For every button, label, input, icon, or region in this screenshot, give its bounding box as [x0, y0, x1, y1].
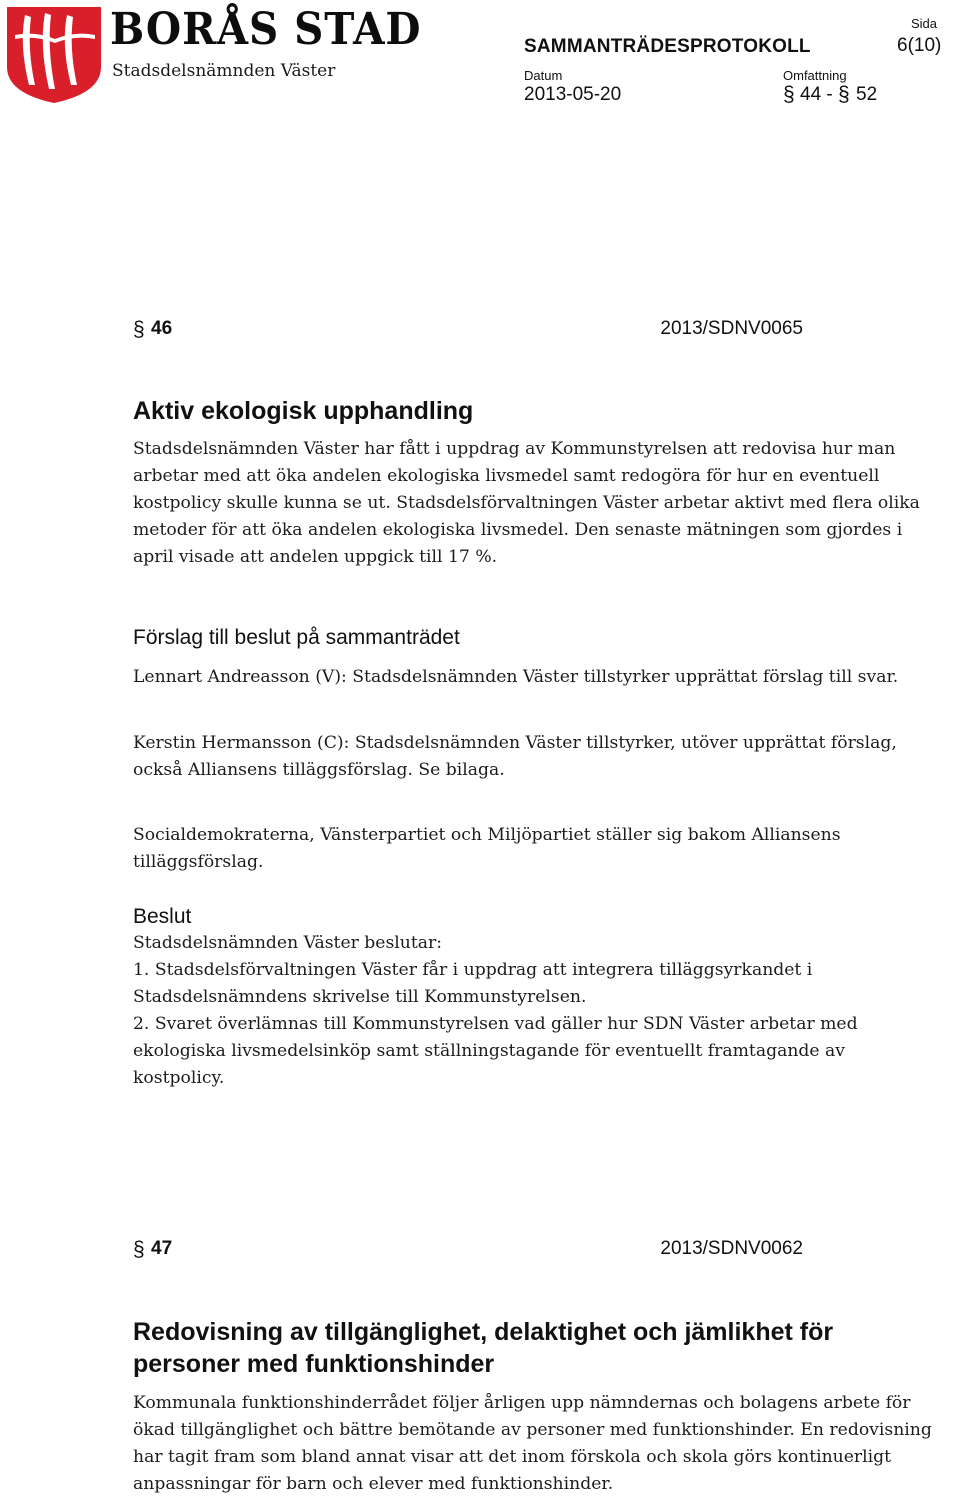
section-number: 47	[151, 1238, 173, 1259]
section-number: 46	[151, 318, 173, 339]
date-value: 2013-05-20	[524, 84, 622, 105]
section-47-header	[133, 1238, 803, 1262]
section-47-title: Redovisning av tillgänglighet, delaktighet och jämlikhet för personer med funktionshinder	[133, 1318, 834, 1378]
page-number: 6(10)	[897, 35, 942, 56]
section-46-header	[133, 318, 803, 342]
section-mark: §	[133, 1238, 145, 1261]
page-label: Sida	[911, 16, 938, 31]
decision-item-2: 2. Svaret överlämnas till Kommunstyrelsen vad gäller hur SDN Väster arbetar med ekologiska livsmedelsinköp samt ställningstagande för eventuellt framtagande av kostpolicy.	[133, 1014, 858, 1088]
document-type: SAMMANTRÄDESPROTOKOLL	[524, 36, 811, 57]
scope-section-mark-end: §	[838, 83, 850, 106]
scope-range-start: 44 -	[800, 84, 833, 105]
proposal-heading: Förslag till beslut på sammanträdet	[133, 626, 460, 649]
proposal-2: Kerstin Hermansson (C): Stadsdelsnämnden Väster tillstyrker, utöver upprättat förslag, också Alliansens tilläggsförslag. Se bilaga.	[133, 733, 897, 780]
section-46-intro: Stadsdelsnämnden Väster har fått i uppdrag av Kommunstyrelsen att redovisa hur man arbetar med att öka andelen ekologiska livsmedel samt redogöra för hur en eventuell kostpolicy skulle kunna se ut. Stadsdelsförvaltningen Väster arbetar aktivt med flera olika metoder för att öka andelen ekologiska livsmedel. Den senaste mätningen som gjordes i april visade att andelen uppgick till 17 %.	[133, 439, 920, 567]
date-label: Datum	[524, 68, 563, 83]
brand-subtitle: Stadsdelsnämnden Väster	[112, 61, 336, 81]
section-mark: §	[133, 318, 145, 341]
scope-range-end: 52	[856, 84, 878, 105]
case-number: 2013/SDNV0062	[660, 1238, 803, 1259]
brand-name: BORÅS STAD	[110, 4, 422, 55]
section-47-intro: Kommunala funktionshinderrådet följer årligen upp nämndernas och bolagens arbete för ökad tillgänglighet och bättre bemötande av personer med funktionshinder. En redovisning har tagit fram som bland annat visar att det inom förskola och skola görs kontinuerligt anpassningar för barn och elever med funktionshinder.	[133, 1393, 932, 1494]
scope-label: Omfattning	[783, 68, 847, 83]
boras-coat-of-arms-logo	[5, 5, 103, 105]
proposal-1: Lennart Andreasson (V): Stadsdelsnämnden Väster tillstyrker upprättat förslag till svar.	[133, 667, 899, 687]
decision-heading: Beslut	[133, 905, 192, 928]
decision-intro: Stadsdelsnämnden Väster beslutar:	[133, 933, 443, 953]
decision-item-1: 1. Stadsdelsförvaltningen Väster får i uppdrag att integrera tilläggsyrkandet i Stadsdelsnämndens skrivelse till Kommunstyrelsen.	[133, 960, 813, 1007]
support-note: Socialdemokraterna, Vänsterpartiet och Miljöpartiet ställer sig bakom Alliansens tilläggsförslag.	[133, 825, 841, 872]
section-46-title: Aktiv ekologisk upphandling	[133, 397, 474, 425]
case-number: 2013/SDNV0065	[660, 318, 803, 339]
scope-section-mark-start: §	[783, 83, 795, 106]
